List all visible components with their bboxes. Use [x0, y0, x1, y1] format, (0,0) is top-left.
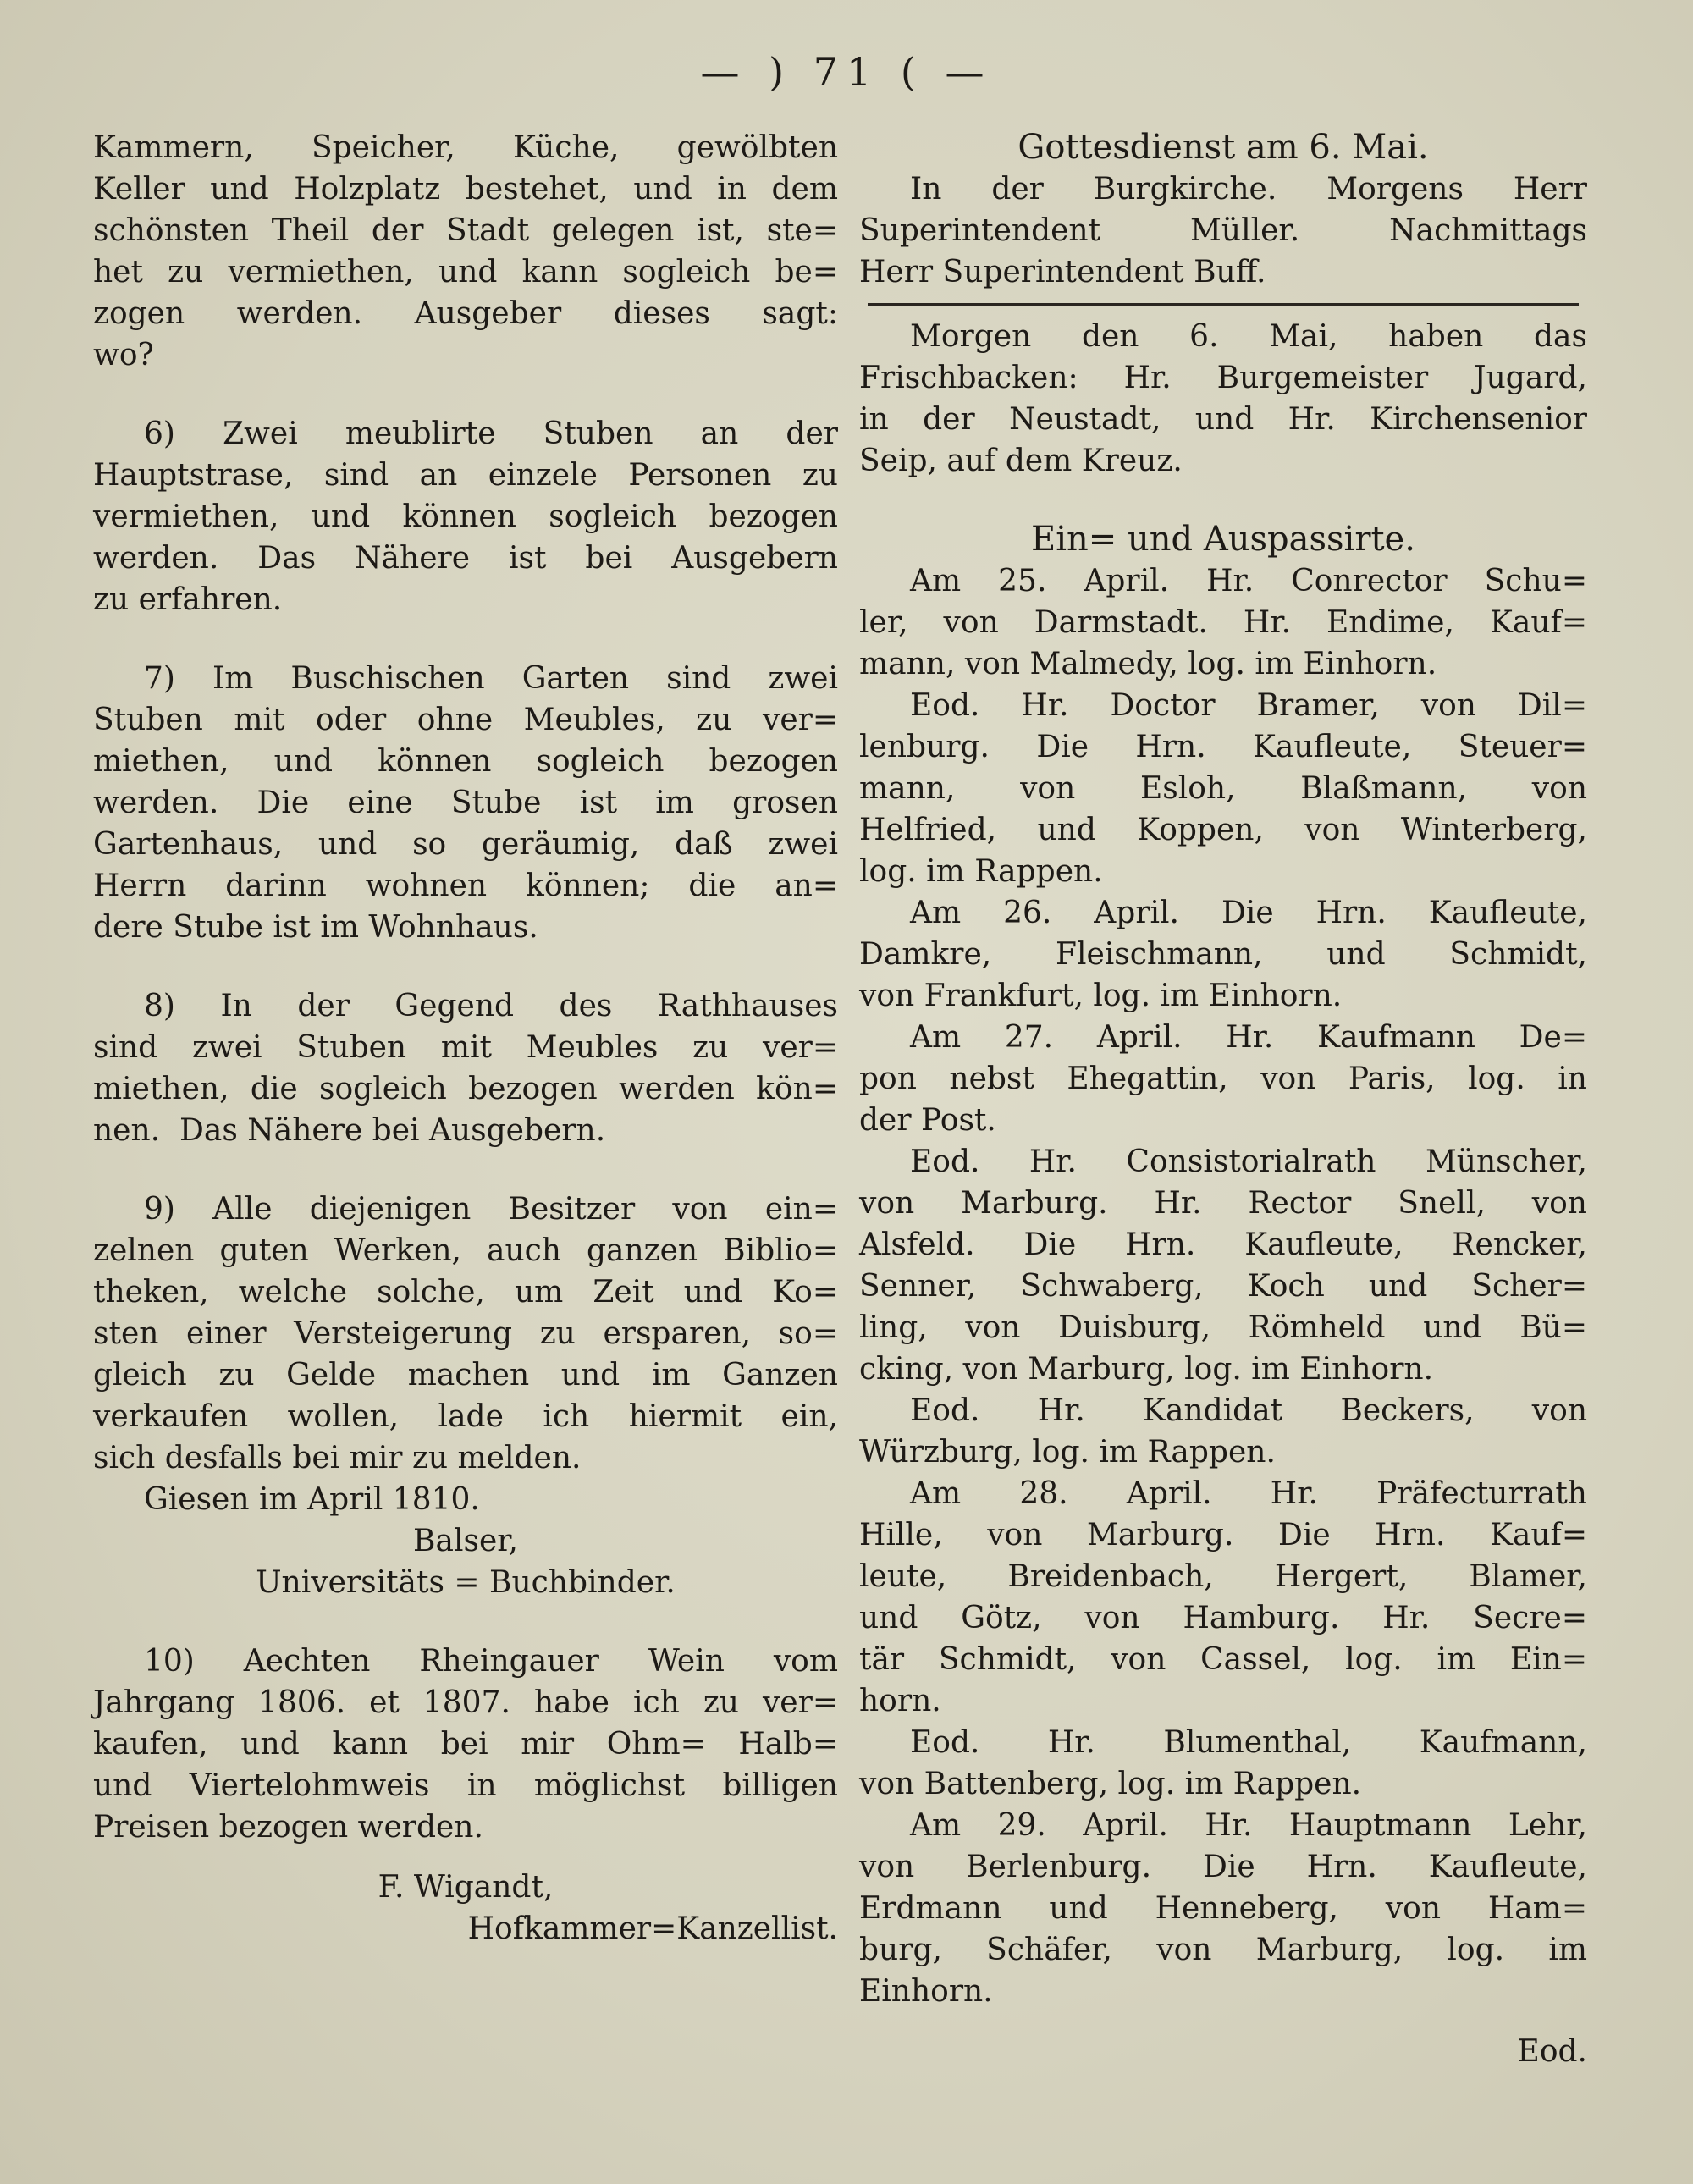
travel-line: Helfried, und Koppen, von Winterberg,: [859, 813, 1587, 847]
travel-line: horn.: [859, 1684, 941, 1718]
text-line: werden. Die eine Stube ist im grosen: [93, 786, 838, 820]
travel-line: Am 26. April. Die Hrn. Kaufleute,: [910, 896, 1587, 930]
text-line: zogen werden. Ausgeber dieses sagt:: [93, 296, 838, 331]
text-line: 10) Aechten Rheingauer Wein vom: [144, 1644, 838, 1679]
travel-line: burg, Schäfer, von Marburg, log. im: [859, 1933, 1587, 1967]
text-line: Kammern, Speicher, Küche, gewölbten: [93, 130, 838, 165]
travel-line: cking, von Marburg, log. im Einhorn.: [859, 1352, 1434, 1387]
travel-line: von Frankfurt, log. im Einhorn.: [859, 979, 1343, 1013]
travel-line: Eod. Hr. Kandidat Beckers, von: [910, 1393, 1587, 1428]
item-9: [93, 1189, 838, 1479]
text-line: sich desfalls bei mir zu melden.: [93, 1441, 582, 1475]
travel-line: leute, Breidenbach, Hergert, Blamer,: [859, 1559, 1587, 1594]
text-line: in der Neustadt, und Hr. Kirchensenior: [859, 402, 1587, 437]
text-line: miethen, und können sogleich bezogen: [93, 744, 838, 779]
travel-line: Damkre, Fleischmann, und Schmidt,: [859, 937, 1587, 972]
travel-line: Hille, von Marburg. Die Hrn. Kauf=: [859, 1518, 1587, 1553]
travel-line: Alsfeld. Die Hrn. Kaufleute, Rencker,: [859, 1227, 1587, 1262]
item-10-signature-name: F. Wigandt,: [378, 1870, 554, 1905]
text-line: und Viertelohmweis in möglichst billigen: [93, 1768, 838, 1803]
text-line: dere Stube ist im Wohnhaus.: [93, 910, 538, 945]
travel-line: Eod. Hr. Doctor Bramer, von Dil=: [910, 688, 1587, 723]
text-line: verkaufen wollen, lade ich hiermit ein,: [93, 1399, 838, 1434]
service-text: [859, 168, 1587, 293]
text-line: schönsten Theil der Stadt gelegen ist, ste=: [93, 213, 838, 248]
item-10: [93, 1641, 838, 1848]
text-line: miethen, die sogleich bezogen werden kön=: [93, 1072, 838, 1106]
text-line: Frischbacken: Hr. Burgemeister Jugard,: [859, 361, 1587, 395]
item-7: [93, 658, 838, 948]
text-line: sten einer Versteigerung zu ersparen, so=: [93, 1316, 838, 1351]
item-9-signature-name: Balser,: [413, 1524, 518, 1558]
text-line: wo?: [93, 338, 154, 372]
travel-line: der Post.: [859, 1103, 996, 1138]
travel-line: und Götz, von Hamburg. Hr. Secre=: [859, 1601, 1587, 1635]
travel-line: von Marburg. Hr. Rector Snell, von: [859, 1186, 1587, 1221]
text-line: Gartenhaus, und so geräumig, daß zwei: [93, 827, 838, 862]
left-column: [93, 127, 838, 1950]
text-line: Herrn darinn wohnen können; die an=: [93, 869, 838, 903]
item-10-signature-title: Hofkammer=Kanzellist.: [467, 1911, 838, 1946]
travel-line: Am 28. April. Hr. Präfecturrath: [910, 1476, 1587, 1511]
text-line: nen. Das Nähere bei Ausgebern.: [93, 1113, 606, 1148]
travel-line: Am 29. April. Hr. Hauptmann Lehr,: [910, 1808, 1587, 1843]
travel-line: ler, von Darmstadt. Hr. Endime, Kauf=: [859, 605, 1587, 640]
section-divider: [868, 303, 1579, 306]
text-line: In der Burgkirche. Morgens Herr: [910, 172, 1587, 207]
item-6: [93, 413, 838, 620]
text-line: Preisen bezogen werden.: [93, 1810, 483, 1845]
text-line: het zu vermiethen, und kann sogleich be=: [93, 255, 838, 290]
travel-line: Am 25. April. Hr. Conrector Schu=: [910, 564, 1587, 598]
travel-heading: Ein= und Auspassirte.: [1031, 520, 1415, 559]
page-header: — ) 71 ( —: [700, 49, 993, 95]
block-intro: [93, 127, 838, 376]
item-9-place-date: Giesen im April 1810.: [144, 1482, 480, 1517]
item-9-signature-title: Universitäts = Buchbinder.: [256, 1565, 676, 1600]
text-line: vermiethen, und können sogleich bezogen: [93, 499, 838, 534]
travel-line: von Battenberg, log. im Rappen.: [859, 1767, 1362, 1801]
travel-line: Erdmann und Henneberg, von Ham=: [859, 1891, 1587, 1926]
text-line: Keller und Holzplatz bestehet, und in dem: [93, 172, 838, 207]
text-line: 7) Im Buschischen Garten sind zwei: [144, 661, 838, 696]
catchword: Eod.: [1517, 2034, 1587, 2069]
baking-notice: [859, 316, 1587, 482]
text-line: Hauptstrase, sind an einzele Personen zu: [93, 458, 838, 493]
travel-line: Würzburg, log. im Rappen.: [859, 1435, 1276, 1470]
text-line: zu erfahren.: [93, 582, 283, 617]
travel-line: log. im Rappen.: [859, 854, 1103, 889]
travel-line: mann, von Malmedy, log. im Einhorn.: [859, 647, 1437, 681]
travel-list: [859, 560, 1587, 2012]
text-line: werden. Das Nähere ist bei Ausgebern: [93, 541, 838, 576]
text-line: Morgen den 6. Mai, haben das: [910, 319, 1587, 354]
text-line: zelnen guten Werken, auch ganzen Biblio=: [93, 1233, 838, 1268]
travel-line: tär Schmidt, von Cassel, log. im Ein=: [859, 1642, 1587, 1677]
text-line: sind zwei Stuben mit Meubles zu ver=: [93, 1030, 838, 1065]
text-line: gleich zu Gelde machen und im Ganzen: [93, 1358, 838, 1393]
text-line: Jahrgang 1806. et 1807. habe ich zu ver=: [93, 1685, 838, 1720]
travel-line: Senner, Schwaberg, Koch und Scher=: [859, 1269, 1587, 1304]
travel-line: ling, von Duisburg, Römheld und Bü=: [859, 1310, 1587, 1345]
travel-line: Eod. Hr. Consistorialrath Münscher,: [910, 1144, 1587, 1179]
travel-line: pon nebst Ehegattin, von Paris, log. in: [859, 1062, 1587, 1096]
text-line: 8) In der Gegend des Rathhauses: [144, 989, 838, 1023]
item-8: [93, 985, 838, 1151]
text-line: Herr Superintendent Buff.: [859, 255, 1266, 290]
travel-line: von Berlenburg. Die Hrn. Kaufleute,: [859, 1850, 1587, 1884]
travel-line: Eod. Hr. Blumenthal, Kaufmann,: [910, 1725, 1587, 1760]
text-line: 9) Alle diejenigen Besitzer von ein=: [144, 1192, 838, 1227]
text-line: 6) Zwei meublirte Stuben an der: [144, 416, 838, 451]
service-heading: Gottesdienst am 6. Mai.: [1017, 128, 1429, 167]
text-line: theken, welche solche, um Zeit und Ko=: [93, 1275, 838, 1310]
travel-line: Einhorn.: [859, 1974, 993, 2009]
travel-line: lenburg. Die Hrn. Kaufleute, Steuer=: [859, 730, 1587, 764]
text-line: Superintendent Müller. Nachmittags: [859, 213, 1587, 248]
travel-line: mann, von Esloh, Blaßmann, von: [859, 771, 1587, 806]
text-line: Seip, auf dem Kreuz.: [859, 444, 1183, 478]
travel-line: Am 27. April. Hr. Kaufmann De=: [910, 1020, 1587, 1055]
right-column: [859, 127, 1587, 2072]
text-line: Stuben mit oder ohne Meubles, zu ver=: [93, 703, 838, 737]
text-line: kaufen, und kann bei mir Ohm= Halb=: [93, 1727, 838, 1762]
